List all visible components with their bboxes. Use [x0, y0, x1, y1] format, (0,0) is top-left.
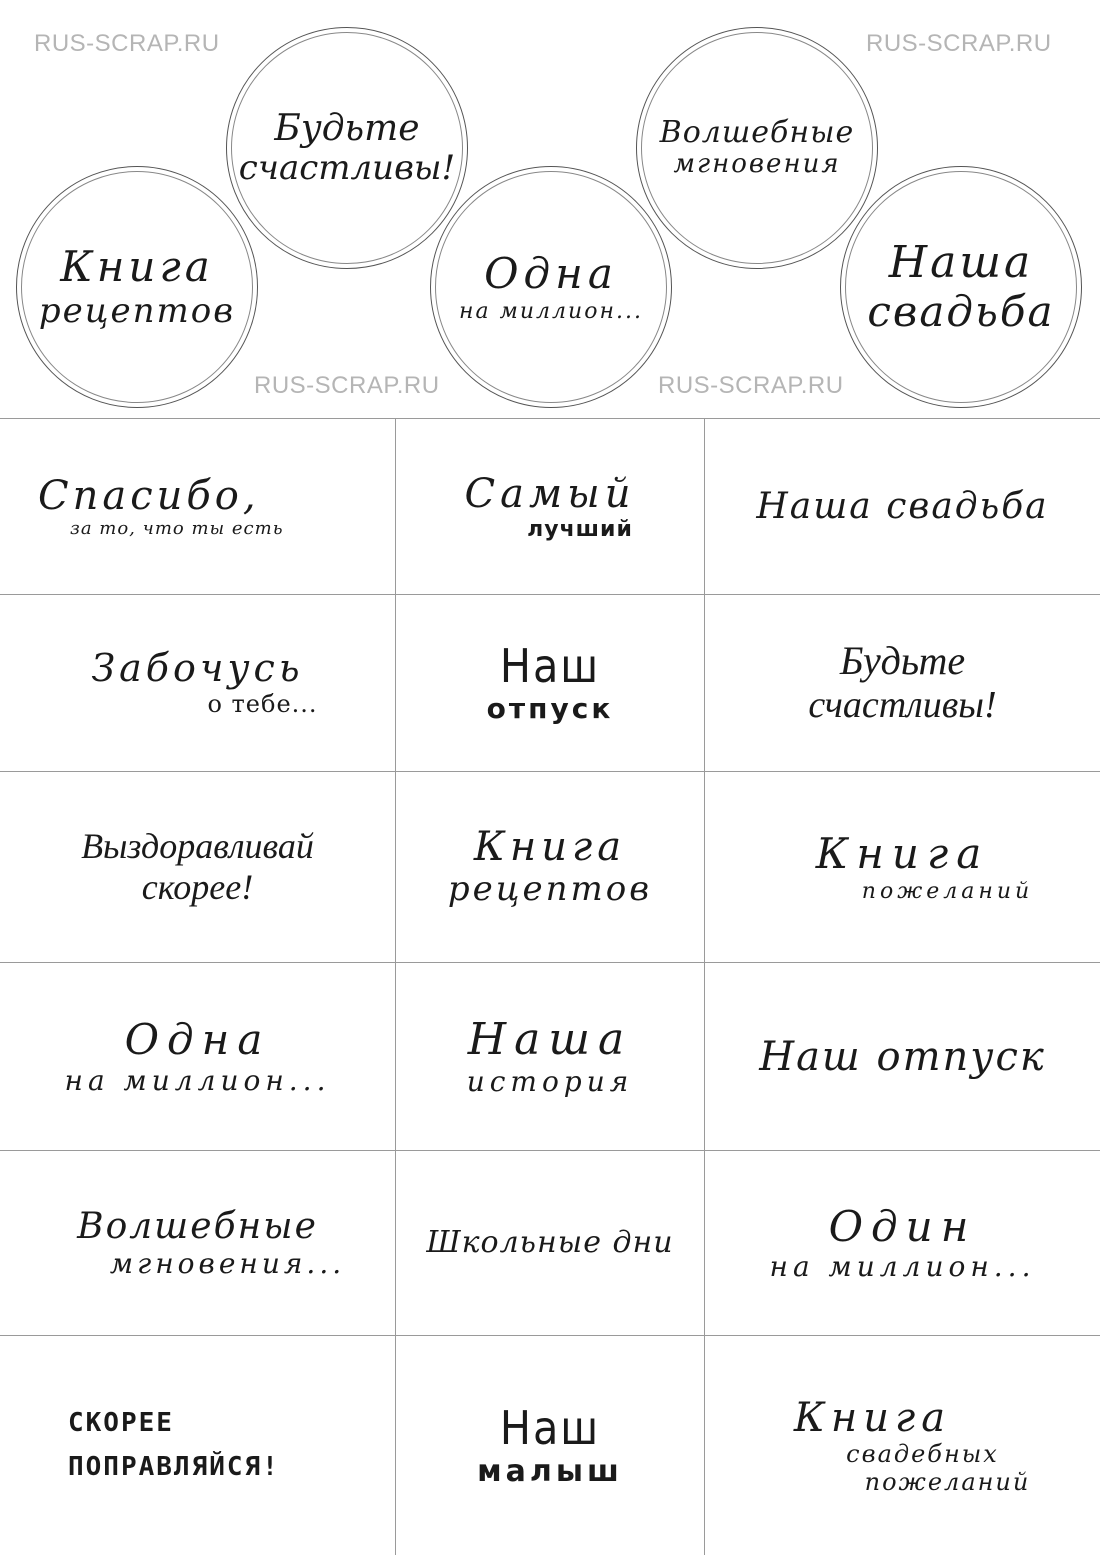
label-line: свадебных — [846, 1439, 999, 1468]
label-line: лучший — [527, 516, 633, 542]
label-line: на миллион... — [64, 1063, 331, 1097]
label-nash-malysh — [396, 1336, 704, 1555]
label-line: малыш — [477, 1453, 623, 1489]
circle-label-bud-te-schastlivy — [226, 27, 468, 269]
label-line: Книга — [793, 1394, 952, 1441]
label-line: о тебе... — [207, 690, 318, 719]
label-line: Наша свадьба — [756, 485, 1049, 527]
label-line: Забочусь — [91, 646, 304, 691]
label-line: на миллион... — [769, 1250, 1036, 1284]
label-line: Волшебные — [77, 1206, 318, 1248]
circle-label-line: Одна — [484, 249, 618, 299]
label-line: Будьте — [839, 638, 966, 684]
label-line: счастливы! — [808, 684, 997, 727]
circle-label-line: мгновения — [673, 149, 841, 180]
label-line: Выздоравливай — [81, 825, 314, 866]
label-line: Спасибо, — [38, 473, 260, 520]
label-line: Наша — [467, 1014, 633, 1066]
watermark-top-right: RUS-SCRAP.RU — [866, 30, 1052, 57]
label-odna-na-million — [0, 963, 395, 1150]
label-samyj-luchshij — [396, 419, 704, 594]
circle-label-nasha-svadba — [840, 166, 1082, 408]
label-line: СКОРЕЕ — [68, 1407, 174, 1438]
watermark-middle-right: RUS-SCRAP.RU — [658, 372, 844, 399]
label-nash-otpusk-script — [705, 963, 1100, 1150]
label-line: пожеланий — [864, 1467, 1031, 1496]
label-line: пожеланий — [861, 878, 1034, 904]
label-spasibo — [0, 419, 395, 594]
circle-label-line: Книга — [60, 242, 214, 292]
circle-label-kniga-receptov — [16, 166, 258, 408]
watermark-top-left: RUS-SCRAP.RU — [34, 30, 220, 57]
label-line: Книга — [815, 829, 990, 879]
label-line: Школьные дни — [426, 1224, 674, 1260]
label-line: мгновения... — [109, 1246, 346, 1280]
label-line: скорее! — [141, 867, 254, 907]
label-line: история — [466, 1064, 634, 1098]
label-skoree-popravlyajsya — [0, 1336, 395, 1555]
label-nash-otpusk-bold — [396, 595, 704, 771]
label-kniga-pozhelanij — [705, 772, 1100, 962]
label-line: отпуск — [486, 692, 614, 726]
label-line: рецептов — [447, 869, 653, 910]
label-bud-te-schastlivy — [705, 595, 1100, 771]
label-nasha-istoriya — [396, 963, 704, 1150]
circle-label-line: Волшебные — [659, 114, 855, 150]
circle-label-line: Будьте — [274, 107, 420, 149]
label-odin-na-million — [705, 1151, 1100, 1335]
label-line: за то, что ты есть — [70, 518, 284, 540]
circle-label-line: свадьба — [867, 287, 1055, 337]
circle-label-line: на миллион... — [459, 298, 643, 324]
label-kniga-svadebnyh-pozhelanij — [705, 1336, 1100, 1555]
label-line: Один — [828, 1201, 977, 1251]
label-line: Наш — [499, 1400, 601, 1455]
watermark-middle-left: RUS-SCRAP.RU — [254, 372, 440, 399]
label-volshebnye-mgnoveniya — [0, 1151, 395, 1335]
label-line: Наш отпуск — [759, 1033, 1046, 1080]
label-line: ПОПРАВЛЯЙСЯ! — [68, 1451, 280, 1482]
circle-label-line: Наша — [888, 236, 1034, 288]
label-zabochus-o-tebe — [0, 595, 395, 771]
circle-label-line: счастливы! — [238, 148, 456, 189]
label-line: Книга — [473, 824, 627, 871]
label-nasha-svadba — [705, 419, 1100, 594]
label-vyzdoravlivaj-skoree — [0, 772, 395, 962]
label-kniga-receptov — [396, 772, 704, 962]
label-shkolnye-dni — [396, 1151, 704, 1335]
circle-label-line: рецептов — [38, 290, 236, 331]
label-line: Одна — [124, 1015, 271, 1065]
label-line: Наш — [499, 639, 601, 694]
label-line: Самый — [464, 470, 636, 517]
circle-label-odna-na-million — [430, 166, 672, 408]
circle-label-volshebnye-mgnoveniya — [636, 27, 878, 269]
